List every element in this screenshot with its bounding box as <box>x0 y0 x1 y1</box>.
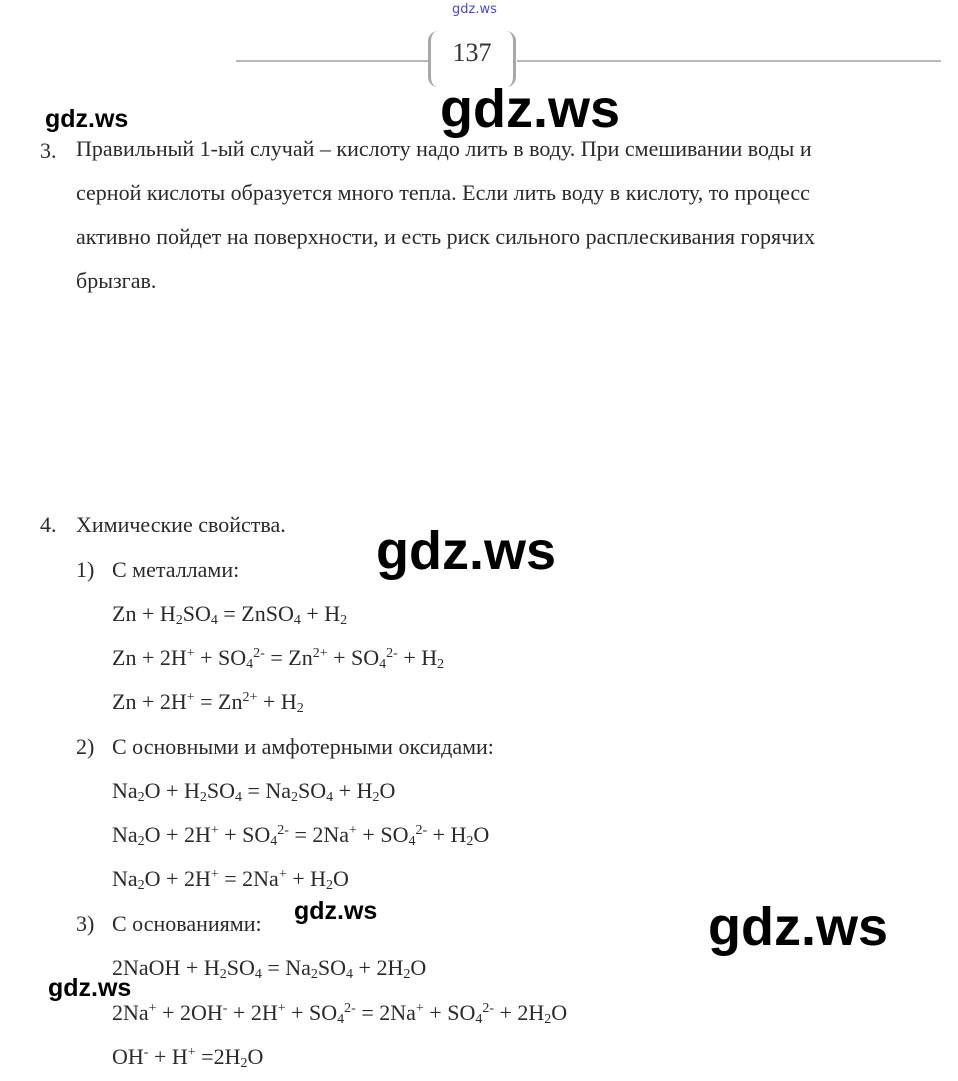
question-3-text <box>76 127 815 303</box>
equation: $Na_2O + 2H^+ = 2Na^+ + H_2O$ <box>112 866 349 893</box>
watermark: gdz.ws <box>294 897 378 925</box>
equation: $OH^- + H^+ =2H_2O$ <box>112 1044 264 1071</box>
text-line: серной кислоты образуется много тепла. Если лить воду в кислоту, то процесс <box>76 180 810 205</box>
equation: $Zn + 2H^+ = Zn^{2+} + H_2$ <box>112 689 304 716</box>
header-rule-right <box>517 60 941 62</box>
section-number: 2) <box>76 734 95 759</box>
text-line: активно пойдет на поверхности, и есть риск сильного расплескивания горячих <box>76 224 815 249</box>
equation: $Na_2O + 2H^+ + SO_4^{2-} = 2Na^+ + SO_4^{2-} + H_2O$ <box>112 822 490 849</box>
equation: $2Na^+ + 2OH^- + 2H^+ + SO_4^{2-} = 2Na^+ + SO_4^{2-} + 2H_2O$ <box>112 1000 568 1027</box>
section-number: 3) <box>76 911 95 936</box>
watermark: gdz.ws <box>708 897 889 957</box>
text-line: брызгав. <box>76 268 157 293</box>
section-title: С основаниями: <box>112 911 262 936</box>
watermark-small-top: gdz.ws <box>452 2 497 17</box>
equation: $Na_2O + H_2SO_4 = Na_2SO_4 + H_2O$ <box>112 778 396 805</box>
watermark: gdz.ws <box>376 521 557 581</box>
section-number: 1) <box>76 557 95 582</box>
section-title: С металлами: <box>112 557 240 582</box>
watermark: gdz.ws <box>45 105 129 133</box>
equation: $Zn + H_2SO_4$ = ZnSO$_4$ + $H_2$ <box>112 601 348 628</box>
question-number: 4. <box>40 512 57 537</box>
equation: 2NaOH + $H_2SO_4 = Na_2SO_4 + 2H_2O$ <box>112 955 427 982</box>
text-line: Правильный 1-ый случай – кислоту надо лить в воду. При смешивании воды и <box>76 136 812 161</box>
question-4-title: Химические свойства. <box>76 512 286 537</box>
watermark: gdz.ws <box>440 79 621 139</box>
equation: $Zn + 2H^+ + SO_4^{2-} = Zn^{2+} + SO_4^{2-} + H_2$ <box>112 645 445 672</box>
watermark: gdz.ws <box>48 974 132 1002</box>
question-number: 3. <box>40 138 57 163</box>
section-title: С основными и амфотерными оксидами: <box>112 734 494 759</box>
header-rule-left <box>236 60 428 62</box>
page-number: 137 <box>452 38 492 67</box>
